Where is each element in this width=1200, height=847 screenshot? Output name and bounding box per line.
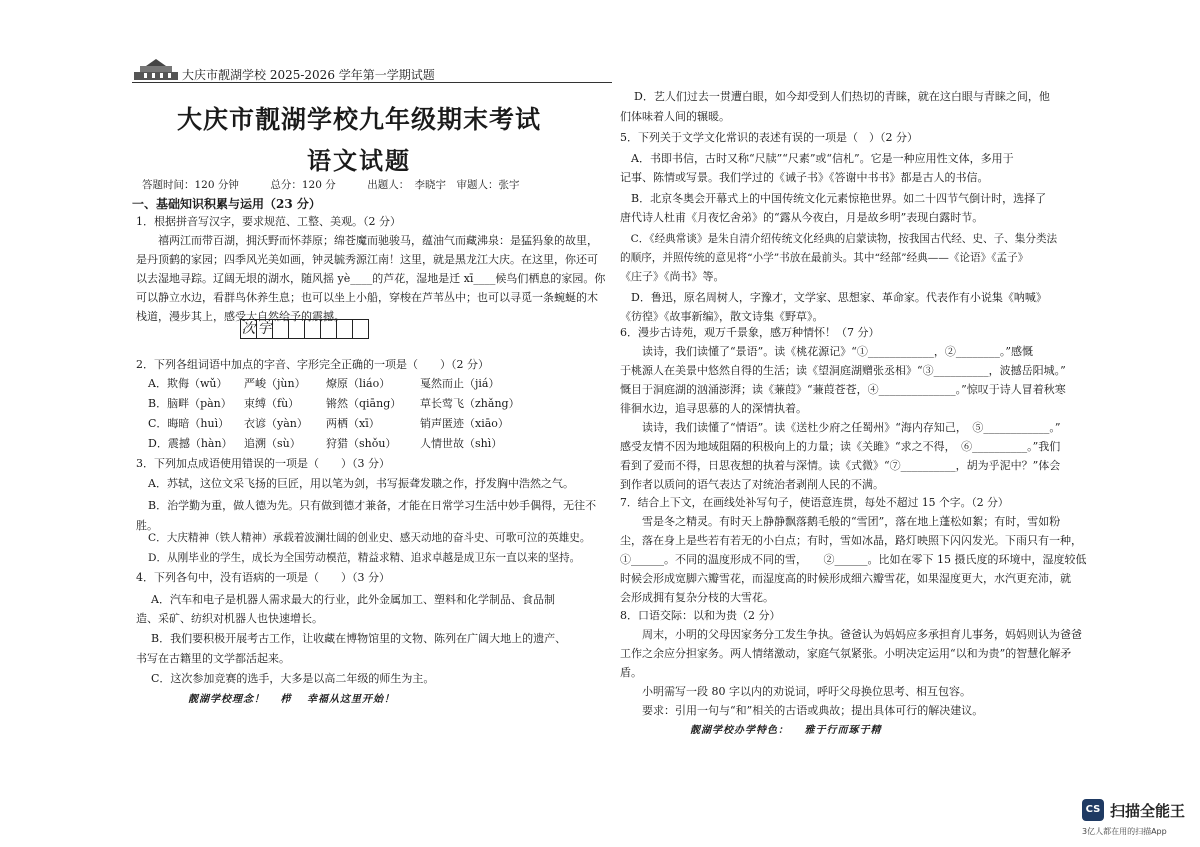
q3-stem: 3．下列加点成语使用错误的一项是（ ）（3 分） bbox=[136, 457, 390, 470]
q1-stem: 1．根据拼音写汉字，要求规范、工整、美观。（2 分） bbox=[136, 215, 401, 228]
q5-stem: 5．下列关于文学文化常识的表述有误的一项是（ ）（2 分） bbox=[620, 131, 918, 144]
q6-stem: 6．漫步古诗苑，观万千景象，感万种情怀！（7 分） bbox=[620, 326, 880, 339]
q2-option: C．晦暗（huì） bbox=[148, 417, 230, 430]
q2-option: 销声匿迹（xiāo） bbox=[420, 417, 509, 430]
q2-option: 草长莺飞（zhǎng） bbox=[420, 397, 520, 410]
q8-line: 周末，小明的父母因家务分工发生争执。爸爸认为妈妈应多承担育儿事务，妈妈则认为爸爸 bbox=[620, 628, 1082, 641]
q8-line: 小明需写一段 80 字以内的劝说词，呼吁父母换位思考、相互包容。 bbox=[620, 685, 971, 698]
exam-meta: 答题时间：120 分钟 总分：120 分 出题人： 李晓宇 审题人：张宇 bbox=[142, 179, 520, 191]
q6-line: 慨目于洞庭湖的汹涌澎湃；读《蒹葭》“蒹葭苍苍，④______________。”惊叹于诗人冒着秋寒 bbox=[620, 383, 1066, 396]
q1-text-line: 以去湿地寻踪。辽阔无垠的湖水，随风摇 yè____的芦花，湿地是迁 xī____候鸟们栖息的家园。你 bbox=[136, 272, 606, 285]
header-school-year: 大庆市靓湖学校 2025-2026 学年第一学期试题 bbox=[182, 68, 435, 82]
q2-option: 束缚（fù） bbox=[244, 397, 300, 410]
q3-option: D．从刚毕业的学生，成长为全国劳动模范，精益求精、追求卓越是成卫东一直以来的坚持。 bbox=[148, 552, 581, 564]
q6-line: 读诗，我们读懂了“情语”。读《送杜少府之任蜀州》“海内存知己， ⑤____________。” bbox=[620, 421, 1061, 434]
q8-line: 要求：引用一句与“和”相关的古语或典故；提出具体可行的解决建议。 bbox=[620, 704, 984, 717]
q5-option: A．书即书信，古时又称“尺牍”“尺素”或“信札”。它是一种应用性文体，多用于 bbox=[620, 152, 1014, 165]
school-logo-icon bbox=[132, 58, 180, 82]
q4-option-d-cont: 们体味着人间的辗暖。 bbox=[620, 110, 730, 123]
q3-option: A．苏轼，这位文采飞扬的巨匠，用以笔为剑，书写振聋发聩之作，抒发胸中浩然之气。 bbox=[148, 477, 574, 490]
q5-option: D．鲁迅，原名周树人，字豫才，文学家、思想家、革命家。代表作有小说集《呐喊》 bbox=[620, 291, 1047, 304]
q7-stem: 7．结合上下文，在画线处补写句子，使语意连贯，每处不超过 15 个字。（2 分） bbox=[620, 496, 1009, 509]
q4-stem: 4．下列各句中，没有语病的一项是（ ）（3 分） bbox=[136, 571, 390, 584]
grid-cell[interactable] bbox=[353, 320, 368, 338]
q5-option: B．北京冬奥会开幕式上的中国传统文化元素惊艳世界。如二十四节气倒计时，选择了 bbox=[620, 192, 1047, 205]
q2-option: 衣谚（yàn） bbox=[244, 417, 308, 430]
grid-cell[interactable] bbox=[289, 320, 305, 338]
q4-option-d: D．艺人们过去一贯遭白眼，如今却受到人们热切的青睐，就在这白眼与青睐之间，他 bbox=[612, 90, 1050, 103]
q2-option: 戛然而止（jiá） bbox=[420, 377, 500, 390]
q3-option: 胜。 bbox=[136, 519, 158, 532]
camscanner-logo-icon: CS bbox=[1082, 799, 1104, 821]
q5-option: 的顺序，并照传统的意见将“小学”书放在最前头。其中“经部”经典——《论语》《孟子》 bbox=[620, 252, 1029, 264]
footer-right-motto: 靓湖学校办学特色： 雅于行而琢于精 bbox=[690, 725, 882, 736]
q6-line: 看到了爱而不得，日思夜想的执着与深情。读《式微》“⑦__________，胡为乎泥中？”体会 bbox=[620, 459, 1061, 472]
q3-option: C．大庆精神（铁人精神）承载着波澜壮阔的创业史、感天动地的奋斗史、可歌可泣的英雄史。 bbox=[148, 532, 591, 544]
section-1-heading: 一、基础知识积累与运用（23 分） bbox=[132, 197, 321, 211]
header bbox=[132, 58, 612, 84]
q8-line: 盾。 bbox=[620, 666, 642, 679]
grid-cell[interactable] bbox=[321, 320, 337, 338]
q6-line: 感受友情不因为地域阻隔的积极向上的力量；读《关雎》“求之不得， ⑥__________。”我们 bbox=[620, 440, 1061, 453]
writing-grid[interactable] bbox=[240, 319, 369, 339]
header-divider bbox=[132, 82, 612, 83]
exam-title: 大庆市靓湖学校九年级期末考试 bbox=[176, 105, 541, 134]
grid-cell[interactable]: 次 bbox=[241, 321, 256, 337]
q5-option: 记事、陈情或写景。我们学过的《诫子书》《答谢中书书》都是古人的书信。 bbox=[620, 171, 989, 184]
q2-option: 燎原（liáo） bbox=[326, 377, 391, 390]
q5-option: 唐代诗人杜甫《月夜忆舍弟》的“露从今夜白，月是故乡明”表现白露时节。 bbox=[620, 211, 984, 224]
grid-cell[interactable]: 宇 bbox=[257, 321, 272, 337]
camscanner-tagline: 3亿人都在用的扫描App bbox=[1082, 827, 1167, 836]
exam-subtitle: 语文试题 bbox=[307, 146, 411, 175]
q1-text-line: 栈道，漫步其上，感受大自然给予的震撼。 bbox=[136, 310, 345, 323]
q6-line: 读诗，我们读懂了“景语”。读《桃花源记》“①____________，②________。”感慨 bbox=[620, 345, 1033, 358]
q5-option: 《庄子》《尚书》等。 bbox=[620, 270, 725, 283]
q2-option: 严峻（jùn） bbox=[244, 377, 306, 390]
q2-option: 人情世故（shì） bbox=[420, 437, 503, 450]
q7-line: 雪是冬之精灵。有时天上静静飘落鹅毛般的“雪团”，落在地上蓬松如絮；有时，雪如粉 bbox=[620, 515, 1061, 528]
q5-option: 《彷徨》《故事新编》，散文诗集《野草》。 bbox=[620, 310, 824, 323]
q5-option: C．《经典常谈》是朱自清介绍传统文化经典的启蒙读物，按我国古代经、史、子、集分类法 bbox=[620, 233, 1058, 245]
grid-cell[interactable] bbox=[305, 320, 321, 338]
q1-text-line: 禧两江而带百湖，拥沃野而怀莽原；绵苍魔而驰骏马，蕴油气而藏沸泉：是猛犸象的故里， bbox=[136, 234, 598, 247]
grid-cell[interactable] bbox=[337, 320, 353, 338]
q2-option: 狩猎（shǒu） bbox=[326, 437, 397, 450]
q3-option: B．治学勤为重，做人德为先。只有做到德才兼备，才能在日常学习生活中妙手偶得，无往不 bbox=[148, 499, 597, 512]
q6-line: 到作者以质问的语气表达了对统治者剥削人民的不满。 bbox=[620, 478, 884, 491]
q2-option: D．震撼（hàn） bbox=[148, 437, 233, 450]
q4-option: 书写在古籍里的文学都活起来。 bbox=[136, 652, 290, 665]
q4-option: B．我们要积极开展考古工作，让收藏在博物馆里的文物、陈列在广阔大地上的遗产、 bbox=[140, 632, 567, 645]
camscanner-name: 扫描全能王 bbox=[1110, 802, 1186, 820]
q7-line: ①______。不同的温度形成不同的雪， ②______。比如在零下 15 摄氏度的环境中，湿度较低 bbox=[620, 553, 1087, 566]
q2-option: A．欺侮（wǔ） bbox=[148, 377, 228, 390]
q2-stem: 2．下列各组词语中加点的字音、字形完全正确的一项是（ ）（2 分） bbox=[136, 358, 489, 371]
q2-option: 两栖（xī） bbox=[326, 417, 380, 430]
q2-option: 锵然（qiāng） bbox=[326, 397, 402, 410]
q7-line: 时候会形成宽脚六瓣雪花，而湿度高的时候形成细六瓣雪花，如果湿度更大，水汽更充沛，就 bbox=[620, 572, 1071, 585]
q6-line: 徘徊水边，追寻思慕的人的深情执着。 bbox=[620, 402, 807, 415]
grid-cell[interactable] bbox=[273, 320, 289, 338]
q7-line: 会形成拥有复杂分枝的大雪花。 bbox=[620, 591, 774, 604]
q4-option: 造、采矿、纺织对机器人也快速增长。 bbox=[136, 612, 323, 625]
q1-text-line: 是丹顶鹤的家园；四季风光美如画，钟灵毓秀源江南！这里，就是黑龙江大庆。在这里，你还可 bbox=[136, 253, 598, 266]
q8-line: 工作之余应分担家务。两人情绪激动，家庭气氛紧张。小明决定运用“以和为贵”的智慧化解矛 bbox=[620, 647, 1072, 660]
q4-option: A．汽车和电子是机器人需求最大的行业，此外金属加工、塑料和化学制品、食品制 bbox=[140, 593, 555, 606]
q8-stem: 8．口语交际：以和为贵（2 分） bbox=[620, 609, 781, 622]
q7-line: 尘，落在身上是些若有若无的小白点；有时，雪如冰晶，路灯映照下闪闪发光。下雨只有一种， bbox=[620, 534, 1082, 547]
q2-option: B．脑畔（pàn） bbox=[148, 397, 232, 410]
footer-left-motto: 靓湖学校理念！ 栉 幸福从这里开始！ bbox=[188, 694, 395, 705]
q2-option: 追溯（sù） bbox=[244, 437, 301, 450]
q4-option: C．这次参加竞赛的选手，大多是以高二年级的师生为主。 bbox=[140, 672, 435, 685]
q6-line: 于桃源人在美景中悠然自得的生活；读《望洞庭湖赠张丞相》“③__________，波撼岳阳城。” bbox=[620, 364, 1066, 377]
q1-text-line: 可以静立水边，看群鸟休养生息；也可以坐上小船，穿梭在芦苇丛中；也可以寻觅一条蜿蜒的木 bbox=[136, 291, 598, 304]
